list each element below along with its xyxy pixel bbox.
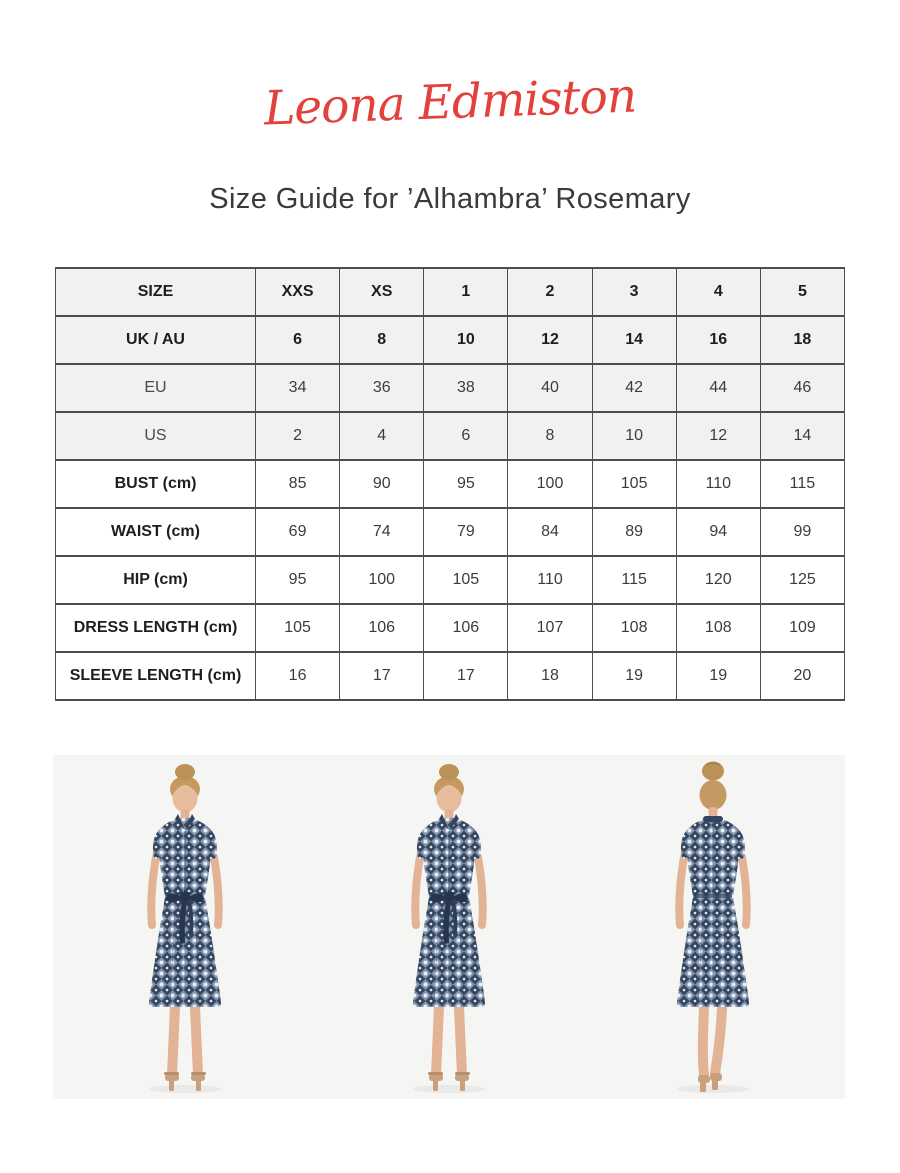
size-cell: 85 [256,460,340,508]
row-label: DRESS LENGTH (cm) [56,604,256,652]
size-cell: 115 [760,460,844,508]
size-cell: 105 [256,604,340,652]
size-cell: 12 [508,316,592,364]
size-cell: 125 [760,556,844,604]
size-cell: 46 [760,364,844,412]
size-cell: 108 [592,604,676,652]
size-cell: 95 [256,556,340,604]
table-row [56,652,845,700]
row-label: EU [56,364,256,412]
size-cell: 38 [424,364,508,412]
size-cell: 2 [256,412,340,460]
model-back-illustration [618,759,808,1099]
size-cell: 17 [424,652,508,700]
size-cell: 20 [760,652,844,700]
row-label: HIP (cm) [56,556,256,604]
size-cell: 4 [676,268,760,316]
size-guide-table-body [56,268,845,700]
product-photo-front-walking [324,759,574,1099]
size-cell: 18 [508,652,592,700]
row-label: WAIST (cm) [56,508,256,556]
size-cell: XXS [256,268,340,316]
table-row [56,604,845,652]
size-cell: 105 [424,556,508,604]
size-cell: 100 [340,556,424,604]
brand-logo: Leona Edmiston [263,68,637,136]
size-cell: 42 [592,364,676,412]
size-cell: 12 [676,412,760,460]
size-cell: 5 [760,268,844,316]
size-cell: 14 [592,316,676,364]
size-cell: 110 [676,460,760,508]
size-cell: 44 [676,364,760,412]
size-cell: 10 [592,412,676,460]
size-cell: 107 [508,604,592,652]
size-cell: 18 [760,316,844,364]
model-front-illustration [90,759,280,1099]
size-cell: 6 [256,316,340,364]
model-front-walking-illustration [354,759,544,1099]
size-cell: 99 [760,508,844,556]
size-cell: 120 [676,556,760,604]
product-photo-back [588,759,838,1099]
product-photo-front [60,759,310,1099]
size-cell: 95 [424,460,508,508]
size-cell: 69 [256,508,340,556]
size-cell: 79 [424,508,508,556]
size-cell: 84 [508,508,592,556]
size-cell: 19 [592,652,676,700]
row-label: SIZE [56,268,256,316]
size-cell: 74 [340,508,424,556]
size-cell: 16 [676,316,760,364]
size-cell: XS [340,268,424,316]
product-photo-band [53,755,845,1099]
size-cell: 19 [676,652,760,700]
size-cell: 108 [676,604,760,652]
size-cell: 17 [340,652,424,700]
table-row [56,364,845,412]
table-row [56,460,845,508]
size-cell: 14 [760,412,844,460]
size-cell: 8 [340,316,424,364]
table-row [56,508,845,556]
page-title: Size Guide for ’Alhambra’ Rosemary [209,183,691,215]
size-guide-table [55,267,845,701]
size-cell: 34 [256,364,340,412]
size-cell: 40 [508,364,592,412]
size-cell: 36 [340,364,424,412]
size-cell: 4 [340,412,424,460]
size-cell: 105 [592,460,676,508]
size-cell: 109 [760,604,844,652]
table-row [56,268,845,316]
size-cell: 106 [340,604,424,652]
table-row [56,556,845,604]
size-cell: 115 [592,556,676,604]
size-cell: 8 [508,412,592,460]
size-cell: 110 [508,556,592,604]
row-label: UK / AU [56,316,256,364]
size-cell: 1 [424,268,508,316]
size-cell: 100 [508,460,592,508]
size-cell: 3 [592,268,676,316]
size-cell: 6 [424,412,508,460]
size-cell: 106 [424,604,508,652]
size-cell: 89 [592,508,676,556]
size-cell: 2 [508,268,592,316]
size-cell: 10 [424,316,508,364]
table-row [56,316,845,364]
row-label: SLEEVE LENGTH (cm) [56,652,256,700]
size-cell: 94 [676,508,760,556]
row-label: BUST (cm) [56,460,256,508]
row-label: US [56,412,256,460]
size-cell: 90 [340,460,424,508]
size-cell: 16 [256,652,340,700]
table-row [56,412,845,460]
